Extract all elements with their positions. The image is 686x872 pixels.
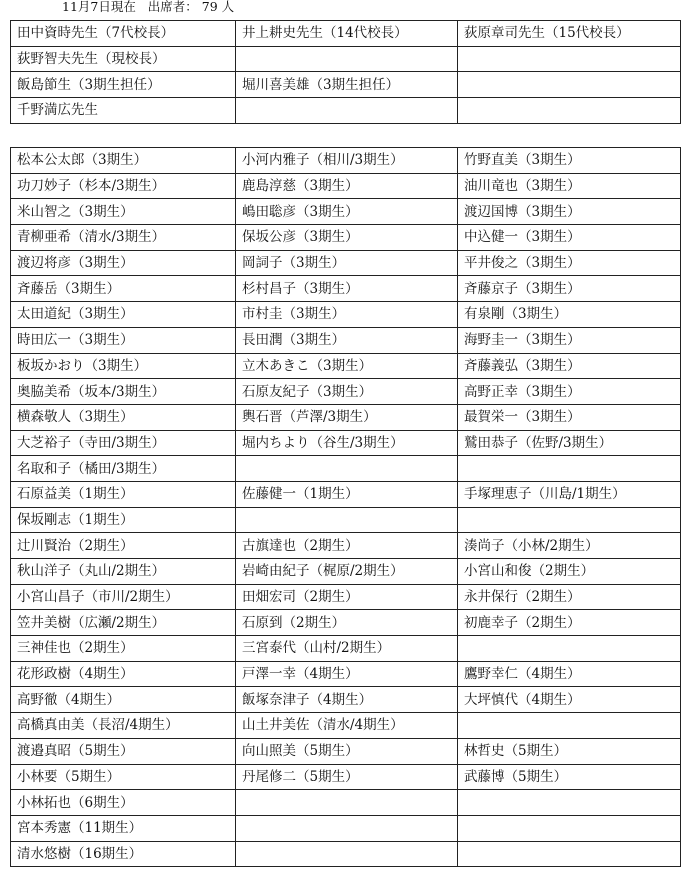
table-row [11,173,681,199]
name-cell: 市村圭（3期生） [236,302,458,328]
table-row [11,713,681,739]
table-row [11,559,681,585]
name-cell: 大坪慎代（4期生） [458,687,681,713]
name-cell: 荻野智夫先生（現校長） [11,46,236,72]
table-row [11,610,681,636]
name-cell: 堀川喜美雄（3期生担任） [236,72,458,98]
table-row [11,276,681,302]
name-cell: 渡辺将彦（3期生） [11,250,236,276]
name-cell: 高野正幸（3期生） [458,379,681,405]
name-cell: 斉藤京子（3期生） [458,276,681,302]
attendees-unit: 人 [221,0,235,14]
name-cell: 板坂かおり（3期生） [11,353,236,379]
table-row [11,98,681,124]
name-cell: 竹野直美（3期生） [458,148,681,174]
name-cell [236,790,458,816]
name-cell: 平井俊之（3期生） [458,250,681,276]
table-row [11,199,681,225]
table-row [11,636,681,662]
name-cell: 中込健一（3期生） [458,225,681,251]
name-cell [458,456,681,482]
table-row [11,21,681,47]
table-row [11,481,681,507]
name-cell [236,46,458,72]
name-cell: 向山照美（5期生） [236,738,458,764]
name-cell: 小宮山昌子（市川/2期生） [11,584,236,610]
name-cell [458,815,681,841]
name-cell: 林哲史（5期生） [458,738,681,764]
table-row [11,533,681,559]
name-cell: 手塚理恵子（川島/1期生） [458,481,681,507]
table-row [11,507,681,533]
name-cell [236,815,458,841]
name-cell: 山土井美佐（清水/4期生） [236,713,458,739]
table-row [11,46,681,72]
name-cell: 戸澤一幸（4期生） [236,661,458,687]
name-cell: 宮本秀憲（11期生） [11,815,236,841]
name-cell: 名取和子（橘田/3期生） [11,456,236,482]
name-cell: 渡邉真昭（5期生） [11,738,236,764]
name-cell: 時田広一（3期生） [11,327,236,353]
table-row [11,72,681,98]
table-row [11,404,681,430]
name-cell: 杉村昌子（3期生） [236,276,458,302]
name-cell: 石原益美（1期生） [11,481,236,507]
name-cell: 輿石晋（芦澤/3期生） [236,404,458,430]
name-cell: 石原友紀子（3期生） [236,379,458,405]
alumni-table [10,147,681,867]
name-cell: 三宮泰代（山村/2期生） [236,636,458,662]
name-cell [458,46,681,72]
name-cell: 嶋田聡彦（3期生） [236,199,458,225]
name-cell: 奥脇美希（坂本/3期生） [11,379,236,405]
table-row [11,841,681,867]
table-row [11,738,681,764]
name-cell: 田中資時先生（7代校長） [11,21,236,47]
name-cell: 太田道紀（3期生） [11,302,236,328]
date-label: 11月7日現在 [62,0,136,14]
name-cell [458,72,681,98]
name-cell: 小林拓也（6期生） [11,790,236,816]
name-cell: 立木あきこ（3期生） [236,353,458,379]
name-cell [236,507,458,533]
table-row [11,790,681,816]
table-row [11,379,681,405]
name-cell [236,841,458,867]
name-cell: 保坂剛志（1期生） [11,507,236,533]
name-cell: 渡辺国博（3期生） [458,199,681,225]
attendees-count: 79 [201,0,218,14]
name-cell: 有泉剛（3期生） [458,302,681,328]
staff-table [10,20,681,124]
name-cell: 鷲田恭子（佐野/3期生） [458,430,681,456]
name-cell: 小河内雅子（相川/3期生） [236,148,458,174]
name-cell: 永井保行（2期生） [458,584,681,610]
name-cell: 井上耕史先生（14代校長） [236,21,458,47]
name-cell: 功刀妙子（杉本/3期生） [11,173,236,199]
name-cell [458,98,681,124]
name-cell: 油川竜也（3期生） [458,173,681,199]
name-cell [458,841,681,867]
name-cell: 長田潤（3期生） [236,327,458,353]
name-cell: 大芝裕子（寺田/3期生） [11,430,236,456]
name-cell: 松本公太郎（3期生） [11,148,236,174]
name-cell: 高橋真由美（長沼/4期生） [11,713,236,739]
name-cell: 青柳亜希（清水/3期生） [11,225,236,251]
name-cell: 三神佳也（2期生） [11,636,236,662]
name-cell: 鹿島淳慈（3期生） [236,173,458,199]
name-cell: 花形政樹（4期生） [11,661,236,687]
name-cell: 石原到（2期生） [236,610,458,636]
table-row [11,661,681,687]
table-row [11,148,681,174]
name-cell: 秋山洋子（丸山/2期生） [11,559,236,585]
name-cell: 堀内ちより（谷生/3期生） [236,430,458,456]
name-cell: 丹尾修二（5期生） [236,764,458,790]
table-row [11,456,681,482]
attendees-label: 出席者： [147,0,198,14]
name-cell: 保坂公彦（3期生） [236,225,458,251]
name-cell: 荻原章司先生（15代校長） [458,21,681,47]
name-cell: 斉藤義弘（3期生） [458,353,681,379]
name-cell: 小林要（5期生） [11,764,236,790]
name-cell: 小宮山和俊（2期生） [458,559,681,585]
name-cell: 鷹野幸仁（4期生） [458,661,681,687]
name-cell: 米山智之（3期生） [11,199,236,225]
name-cell: 高野徹（4期生） [11,687,236,713]
name-cell: 斉藤岳（3期生） [11,276,236,302]
name-cell: 清水悠樹（16期生） [11,841,236,867]
table-row [11,302,681,328]
name-cell: 横森敬人（3期生） [11,404,236,430]
name-cell [458,507,681,533]
name-cell [458,790,681,816]
name-cell [236,98,458,124]
name-cell: 海野圭一（3期生） [458,327,681,353]
name-cell: 岡詞子（3期生） [236,250,458,276]
name-cell: 辻川賢治（2期生） [11,533,236,559]
name-cell: 初鹿幸子（2期生） [458,610,681,636]
name-cell: 最賀栄一（3期生） [458,404,681,430]
name-cell: 千野満広先生 [11,98,236,124]
name-cell [236,456,458,482]
name-cell: 飯島節生（3期生担任） [11,72,236,98]
name-cell: 田畑宏司（2期生） [236,584,458,610]
name-cell [458,636,681,662]
table-row [11,584,681,610]
attendance-header [62,0,234,18]
name-cell: 湊尚子（小林/2期生） [458,533,681,559]
name-cell: 佐藤健一（1期生） [236,481,458,507]
table-row [11,327,681,353]
table-row [11,815,681,841]
name-cell: 笠井美樹（広瀬/2期生） [11,610,236,636]
name-cell: 岩崎由紀子（梶原/2期生） [236,559,458,585]
name-cell: 武藤博（5期生） [458,764,681,790]
table-row [11,430,681,456]
table-row [11,687,681,713]
table-row [11,353,681,379]
name-cell: 飯塚奈津子（4期生） [236,687,458,713]
name-cell [458,713,681,739]
table-row [11,225,681,251]
table-row [11,250,681,276]
table-row [11,764,681,790]
name-cell: 古旗達也（2期生） [236,533,458,559]
